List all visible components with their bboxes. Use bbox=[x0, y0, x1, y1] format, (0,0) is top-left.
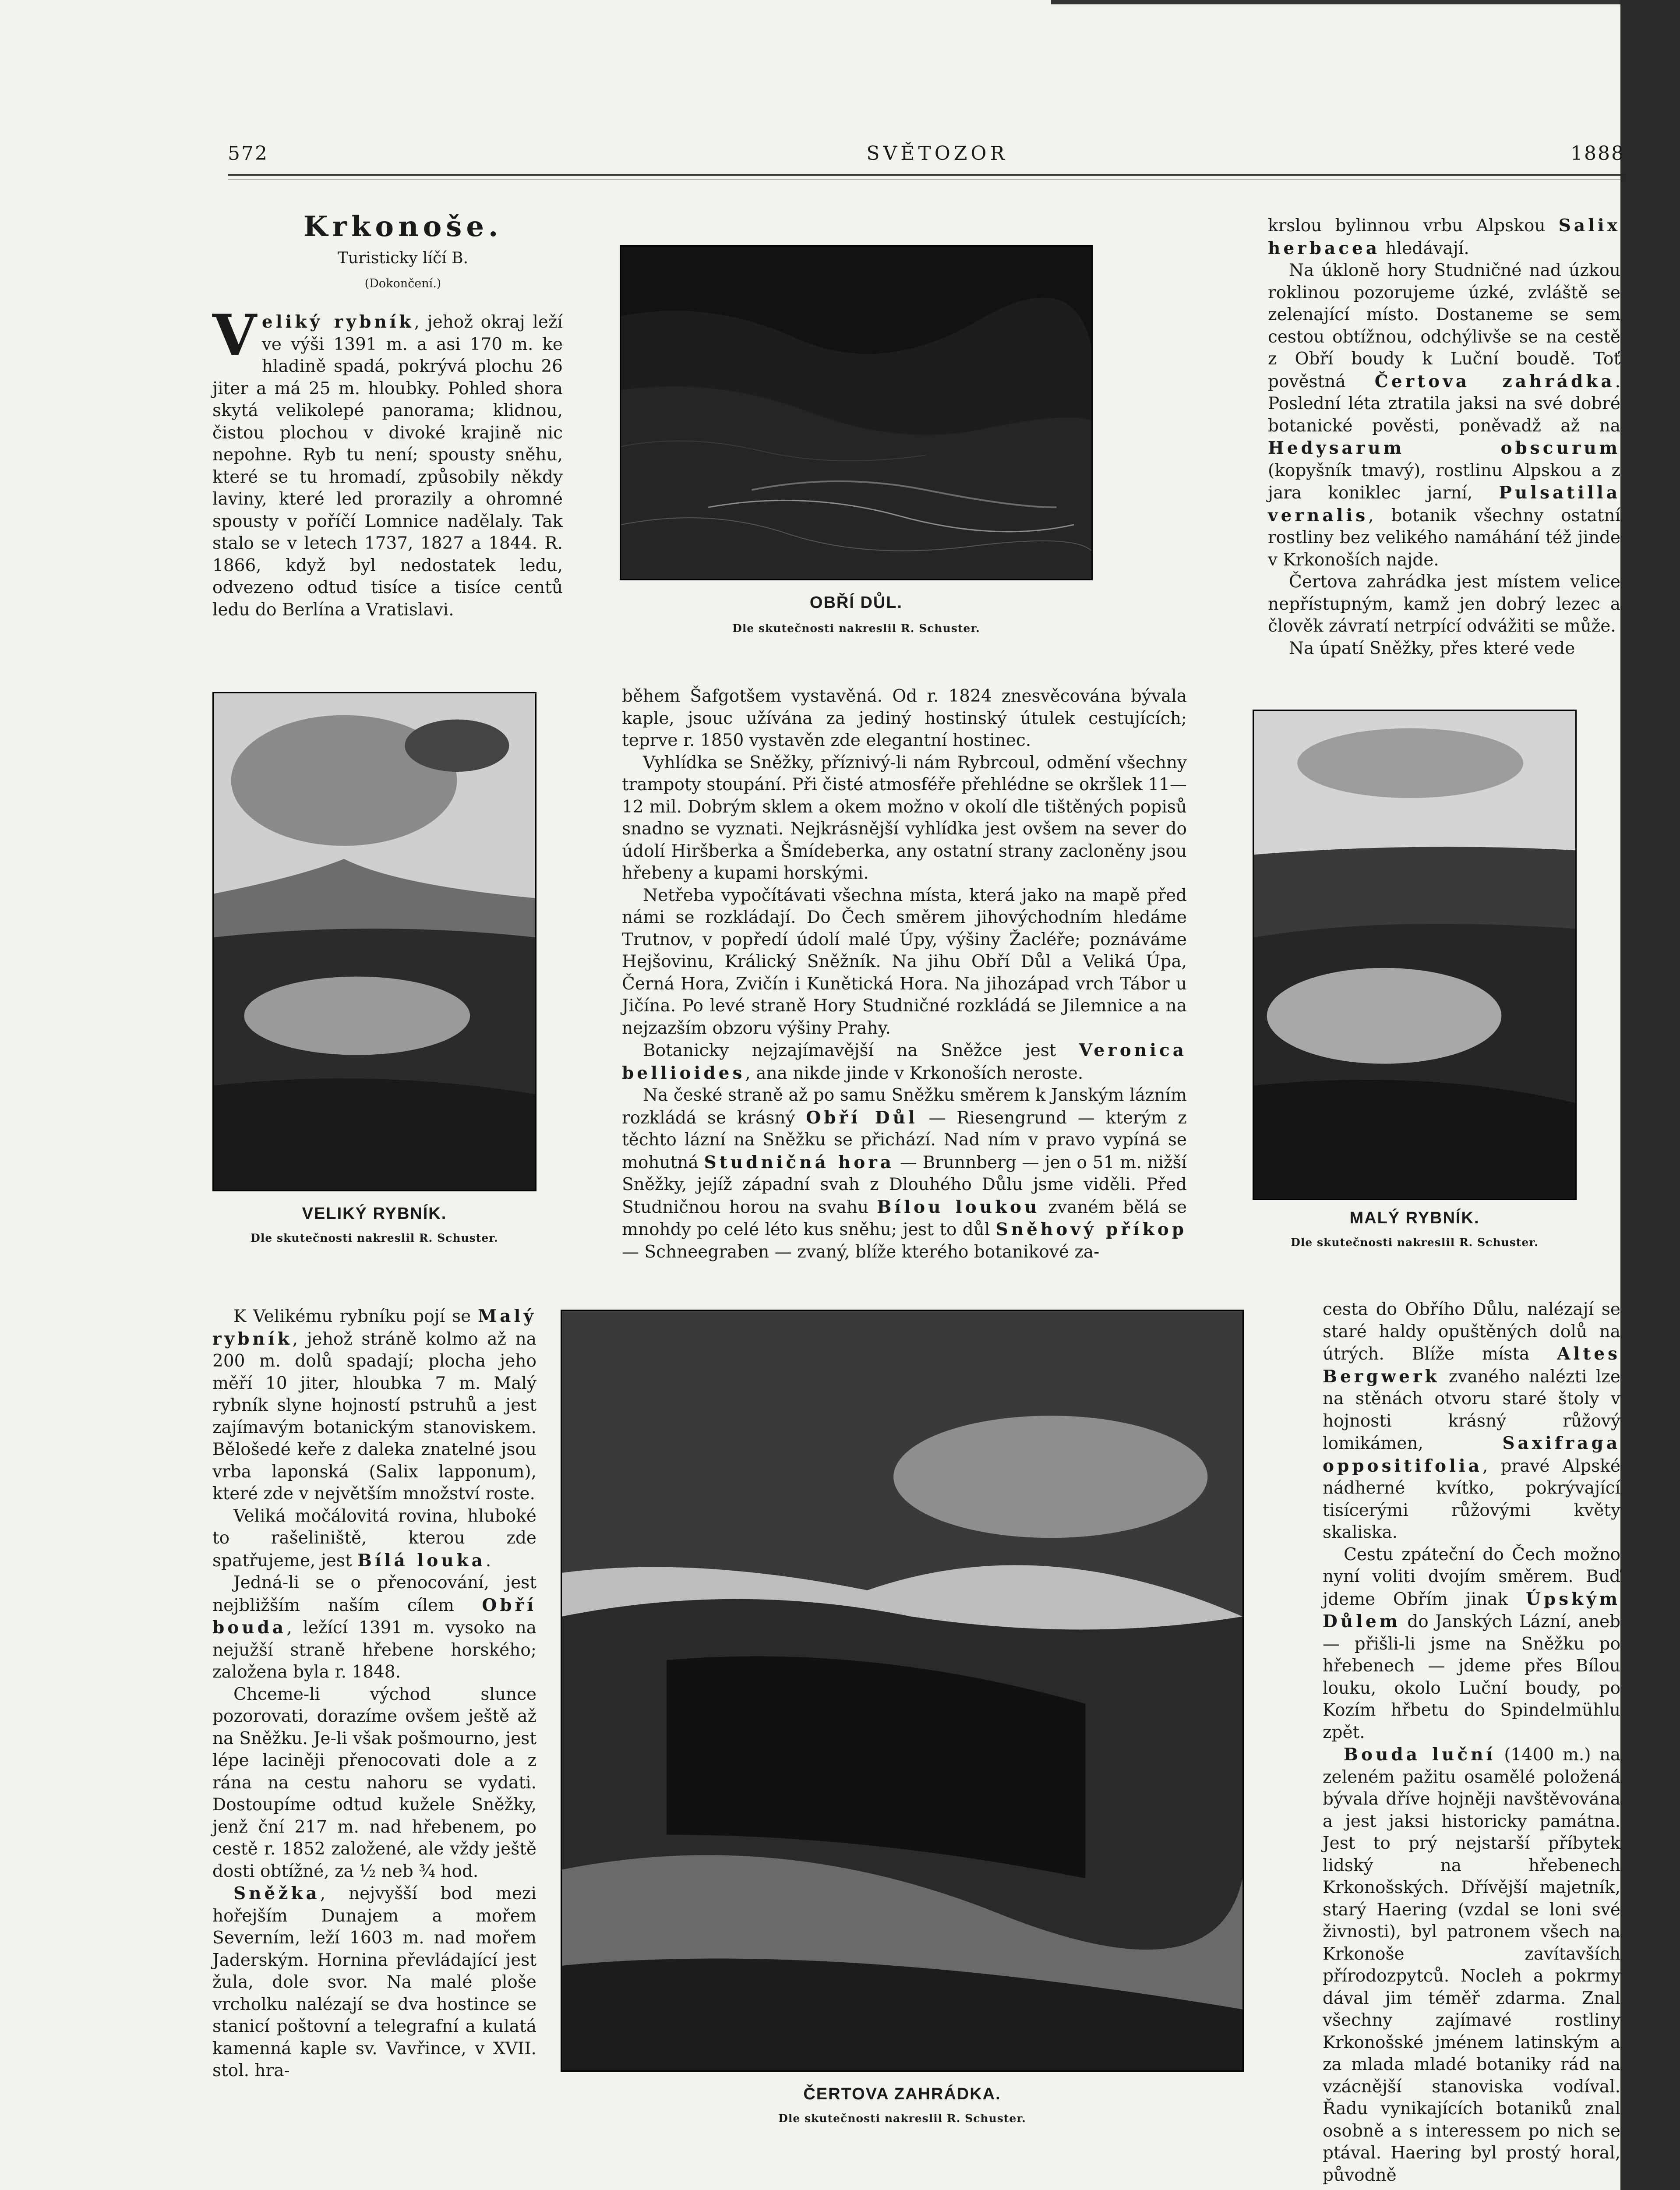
text: zvaného nalézti lze na stěnách otvoru staré štoly v hojnosti krásný růžový lomikámen, bbox=[1323, 1367, 1620, 1453]
text: , ana nikde jinde v Krkonoších neroste. bbox=[745, 1063, 1084, 1083]
text: hledávají. bbox=[1380, 238, 1469, 258]
paragraph bbox=[1268, 215, 1620, 260]
column-right-bottom bbox=[1323, 1299, 1620, 2186]
paragraph bbox=[622, 1084, 1187, 1263]
text: — Riesengrund — kterým z těchto lázní na Sněžku se přichází. Nad ním v pravo vypíná se mohutná bbox=[622, 1108, 1187, 1173]
caption-certova-zahradka: ČERTOVA ZAHRÁDKA. bbox=[803, 2085, 1001, 2103]
text: , jehož okraj leží ve výši 1391 m. a asi 170 m. ke hladině spadá, pokrývá plochu 26 jiter a má 25 m. hloubky. Pohled shora skytá velikolepé panorama; klidnou, čistou plochou v divoké krajině nic nepohne. Ryb tu není; spousty sněhu, které se tu hromadí, způsobily někdy laviny, které led prorazily a ohromné spousty v poříčí Lomnice nadělaly. Tak stalo se v letech 1737, 1827 a 1844. R. 1866, když byl nedostatek ledu, odvezeno odtud tisíce a tisíce centů ledu do Berlína a Vratislavi. bbox=[212, 312, 563, 620]
text: , jehož stráně kolmo až na 200 m. dolů spadají; plocha jeho měří 10 jiter, hloubka 7 m. Malý rybník slyne hojností pstruhů a jest zajímavým botanickým stanoviskem. Bělošedé keře z daleka znatelné jsou vrba laponská (Salix lapponum), které zde v největším množství roste. bbox=[212, 1329, 536, 1504]
credit-maly-rybnik: Dle skutečnosti nakreslil R. Schuster. bbox=[1291, 1236, 1539, 1249]
text: (kopyšník tmavý), rostlinu Alpskou a z jara koniklec jarní, bbox=[1268, 460, 1620, 503]
text: Veliká močálovitá rovina, hluboké to rašeliniště, kterou zde spatřujeme, jest bbox=[212, 1506, 536, 1571]
credit-certova-zahradka: Dle skutečnosti nakreslil R. Schuster. bbox=[778, 2112, 1026, 2125]
article-note: (Dokončení.) bbox=[364, 277, 441, 290]
term: Bouda luční bbox=[1344, 1745, 1496, 1765]
text: Na úklonĕ hory Studničné nad úzkou roklinou pozorujeme úzké, zvláště se zelenající místo. Dostaneme se sem cestou obtížnou, odchýlivše se na cestě z Obří boudy k Luční boudě. Toť pověstná bbox=[1268, 261, 1620, 392]
paragraph: během Šafgotšem vystavěná. Od r. 1824 znesvěcována bývala kaple, jsouc užívána za jediný hostinský útulek cestujících; teprve r. 1850 vystavěn zde elegantní hostinec. bbox=[622, 686, 1187, 750]
paragraph bbox=[212, 1305, 536, 1505]
text: K Velikému rybníku pojí se bbox=[233, 1307, 478, 1326]
column-left-bottom bbox=[212, 1305, 536, 2082]
text: . Poslední léta ztratila jaksi na své dobré botanické pověsti, poněvadž až na bbox=[1268, 371, 1621, 436]
scan-edge-top bbox=[1051, 0, 1620, 4]
paragraph: Vyhlídka se Sněžky, příznivý-li nám Rybrcoul, odmění všechny trampoty stoupání. Při čisté atmosféře přehlédne se okršlek 11—12 mil. Dobrým sklem a okem možno v okolí dle tištěných popisů snadno se vyznati. Nejkrásnější vyhlídka jest ovšem na sever do údolí Hiršberka a Šmídeberka, any ostatní strany zacloněny jsou hřebeny a kupami horskými. bbox=[622, 752, 1187, 883]
paragraph: Čertova zahrádka jest místem velice nepřístupným, kamž jen dobrý lezec a člověk závratí netrpící odvážiti se může. bbox=[1268, 572, 1620, 636]
credit-veliky-rybnik: Dle skutečnosti nakreslil R. Schuster. bbox=[251, 1232, 498, 1244]
text: — Brunnberg — jen o 51 m. nižší Sněžky, jejíž západní svah z Dlouhého Důlu jsme viděli. Před Studničnou horou na svahu bbox=[622, 1152, 1187, 1217]
text: — Schneegraben — zvaný, blíže kterého botanikové za- bbox=[622, 1242, 1100, 1262]
paragraph bbox=[212, 1883, 536, 2082]
text: , ležící 1391 m. vysoko na nejužší straně hřebene horského; založena byla r. 1848. bbox=[212, 1618, 536, 1682]
caption-maly-rybnik: MALÝ RYBNÍK. bbox=[1349, 1209, 1480, 1227]
text: do Janských Lázní, aneb — přišli-li jsme na Sněžku po hřebenech — jdeme přes Bílou louku, okolo Luční boudy, po Kozím hřbetu do Spindelmühlu zpět. bbox=[1323, 1612, 1620, 1742]
paragraph: Na úpatí Sněžky, přes které vede bbox=[1289, 638, 1575, 658]
term: Úpským Důlem bbox=[1323, 1589, 1620, 1632]
scan-edge-right bbox=[1620, 0, 1680, 2190]
term: Malý rybník bbox=[212, 1306, 536, 1349]
page-header bbox=[228, 142, 1625, 169]
term: Studničná hora bbox=[704, 1152, 895, 1173]
term: Altes Bergwerk bbox=[1323, 1344, 1620, 1387]
term: Obří Důl bbox=[806, 1107, 918, 1128]
paragraph bbox=[1323, 1744, 1620, 2186]
text: cesta do Obřího Důlu, nalézají se staré haldy opuštěných dolů na útrých. Blíže místa bbox=[1323, 1300, 1620, 1364]
text: , botanik všechny ostatní rostliny bez velikého namáhání též jinde v Krkonoších najde. bbox=[1268, 505, 1620, 570]
paragraph: Netřeba vypočítávati všechna místa, která jako na mapě před námi se rozkládají. Do Čech směrem jihovýchodním hledáme Trutnov, v popředí údolí malé Úpy, výšiny Žacléře; poznáváme Hejšovinu, Králický Sněžník. Na jihu Obří Důl a Veliká Úpa, Černá Hora, Zvičín i Kunětická Hora. Na jihozápad vrch Tábor u Jičína. Po levé straně Hory Studničné rozkládá se Jilemnice a na nejzazším obzoru výšiny Prahy. bbox=[622, 885, 1187, 1038]
text: , nejvyšší bod mezi hořejším Dunajem a mořem Severním, leží 1603 m. nad mořem Jaderským. Hornina převládající jest žula, dole svor. Na malé ploše vrcholku nalézají se dva hostince se stanicí poštovní a telegrafní a kulatá kamenná kaple sv. Vavřince, v XVII. stol. hra- bbox=[212, 1884, 536, 2080]
column-middle bbox=[622, 685, 1187, 1263]
article-subtitle: Turisticky líčí B. bbox=[337, 249, 469, 267]
caption-veliky-rybnik: VELIKÝ RYBNÍK. bbox=[302, 1204, 447, 1223]
term: Veronica bellioides bbox=[622, 1040, 1187, 1083]
credit-obri-dul: Dle skutečnosti nakreslil R. Schuster. bbox=[732, 622, 980, 635]
journal-title: SVĚTOZOR bbox=[866, 142, 1008, 165]
column-left-top bbox=[212, 302, 563, 621]
term: Sněhový příkop bbox=[995, 1219, 1187, 1240]
illustration-veliky-rybnik bbox=[212, 692, 536, 1191]
paragraph bbox=[622, 1039, 1187, 1084]
drop-cap: V bbox=[212, 302, 257, 369]
term: eliký rybník bbox=[261, 312, 414, 332]
text: , pravé Alpské nádherné kvítko, pokrývající tisícerými růžovými květy skaliska. bbox=[1323, 1456, 1620, 1542]
illustration-maly-rybnik bbox=[1253, 710, 1577, 1200]
page-number: 572 bbox=[228, 142, 268, 165]
paragraph bbox=[1268, 260, 1620, 571]
header-rule bbox=[228, 174, 1625, 176]
text: Jedná-li se o přenocování, jest nejbližším naším cílem bbox=[212, 1573, 536, 1615]
article-heading bbox=[236, 210, 569, 290]
illustration-obri-dul bbox=[620, 245, 1093, 580]
text: Cestu zpáteční do Čech možno nyní voliti dvojím směrem. Buď jdeme Obřím jinak bbox=[1323, 1544, 1620, 1609]
term: Bílá louka bbox=[357, 1550, 486, 1571]
term: Saxifraga oppositifolia bbox=[1323, 1433, 1620, 1476]
paragraph bbox=[1323, 1299, 1620, 1544]
term: Obří bouda bbox=[212, 1595, 536, 1638]
term: Pulsatilla vernalis bbox=[1268, 483, 1620, 526]
text: krslou bylinnou vrbu Alpskou bbox=[1268, 216, 1559, 236]
term: Hedysarum obscurum bbox=[1268, 438, 1620, 458]
paragraph bbox=[212, 1505, 536, 1572]
column-right-top bbox=[1268, 215, 1620, 660]
caption-obri-dul: OBŘÍ DŮL. bbox=[809, 593, 903, 612]
article-title: Krkonoše. bbox=[303, 210, 503, 243]
term: Bílou loukou bbox=[877, 1197, 1040, 1217]
paragraph bbox=[212, 1572, 536, 1684]
paragraph bbox=[1323, 1544, 1620, 1744]
journal-year: 1888 bbox=[1571, 142, 1625, 165]
text: . bbox=[485, 1551, 491, 1571]
term: Sněžka bbox=[233, 1883, 320, 1904]
text: Botanicky nejzajímavější na Sněžce jest bbox=[643, 1041, 1079, 1060]
term: Salix herbacea bbox=[1268, 215, 1620, 258]
paragraph: Chceme-li východ slunce pozorovati, dorazíme ovšem ještě až na Sněžku. Je-li však pošmourno, jest lépe laciněji přenocovati dole a z rána na cestu nahoru se vydati. Dostoupíme odtud kuželе Sněžky, jenž ční 217 m. nad hřebenem, po cestě r. 1852 založené, ale vždy ještě dosti obtížné, za ½ neb ¾ hod. bbox=[212, 1684, 536, 1881]
term: Čertova zahrádka bbox=[1374, 371, 1615, 392]
text: Na české straně až po samu Sněžku směrem k Janským lázním rozkládá se krásný bbox=[622, 1085, 1187, 1128]
text: (1400 m.) na zeleném pažitu osamělé položená bývala dříve hojněji navštěvována a jest jaksi historicky památna. Jest to prý nejstarší příbytek lidský na hřebenech Krkonošských. Dřívější majetník, starý Haering (vzdal se loni své živnosti), byl patronem všech na Krkonoše zavítavších přírodozpytců. Nocleh a pokrmy dával jim téměř zdarma. Znal všechny zajímavé rostliny Krkonošské jménem latinským a za mlada mladé botaniky rád na vzácnější stanoviska vodíval. Řadu vynikajících botaniků znal osobně a s interessem po nich se ptával. Haering byl prostý horal, původně bbox=[1323, 1745, 1620, 2185]
text: zvaném bělá se mnohdy po celé léto kus sněhu; jest to důl bbox=[622, 1197, 1187, 1240]
paragraph bbox=[212, 302, 563, 621]
illustration-certova-zahradka bbox=[561, 1310, 1244, 2072]
